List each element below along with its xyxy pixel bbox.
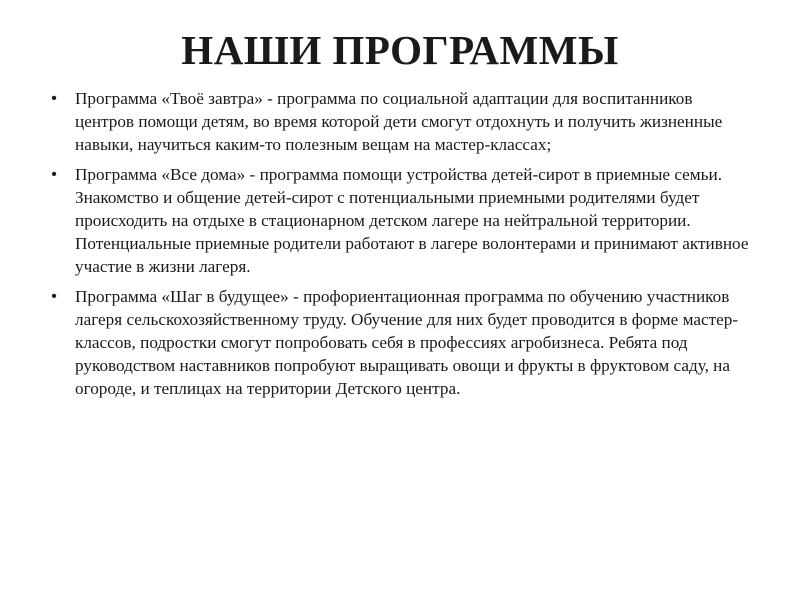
bullet-icon: • <box>51 287 57 305</box>
slide-title: НАШИ ПРОГРАММЫ <box>181 27 619 73</box>
bullet-icon: • <box>51 90 57 107</box>
bullet-icon: • <box>51 165 57 183</box>
bullet-text: Программа «Шаг в будущее» - профориентационная программа по обучению участников лагеря сельскохозяйственному труду. Обучение для них будет проводится в форме мастер-классов, подростки смогут попробовать себя в профессиях агробизнеса. Ребята под руководством наставников попробуют выращивать овощи и фрукты в фруктовом саду, на огороде, и теплицах на территории Детского центра. <box>75 286 739 399</box>
bullet-item-tvoe-zavtra <box>47 87 752 157</box>
bullet-item-shag-v-budushchee <box>47 285 752 401</box>
bullet-text: Программа «Все дома» - программа помощи устройства детей-сирот в приемные семьи. Знакомство и общение детей-сирот с потенциальными приемными родителями будет происходить на отдыхе в стационарном детском лагере на нейтральной территории. Потенциальные приемные родители работают в лагере волонтерами и принимают активное участие в жизни лагеря. <box>75 164 749 277</box>
bullet-text: Программа «Твоё завтра» - программа по социальной адаптации для воспитанников центров помощи детям, во время которой дети смогут отдохнуть и получить жизненные навыки, научиться каким-то полезным вещам на мастер-классах; <box>75 89 723 155</box>
bullet-item-vse-doma <box>47 163 752 279</box>
bullet-list <box>47 87 752 407</box>
